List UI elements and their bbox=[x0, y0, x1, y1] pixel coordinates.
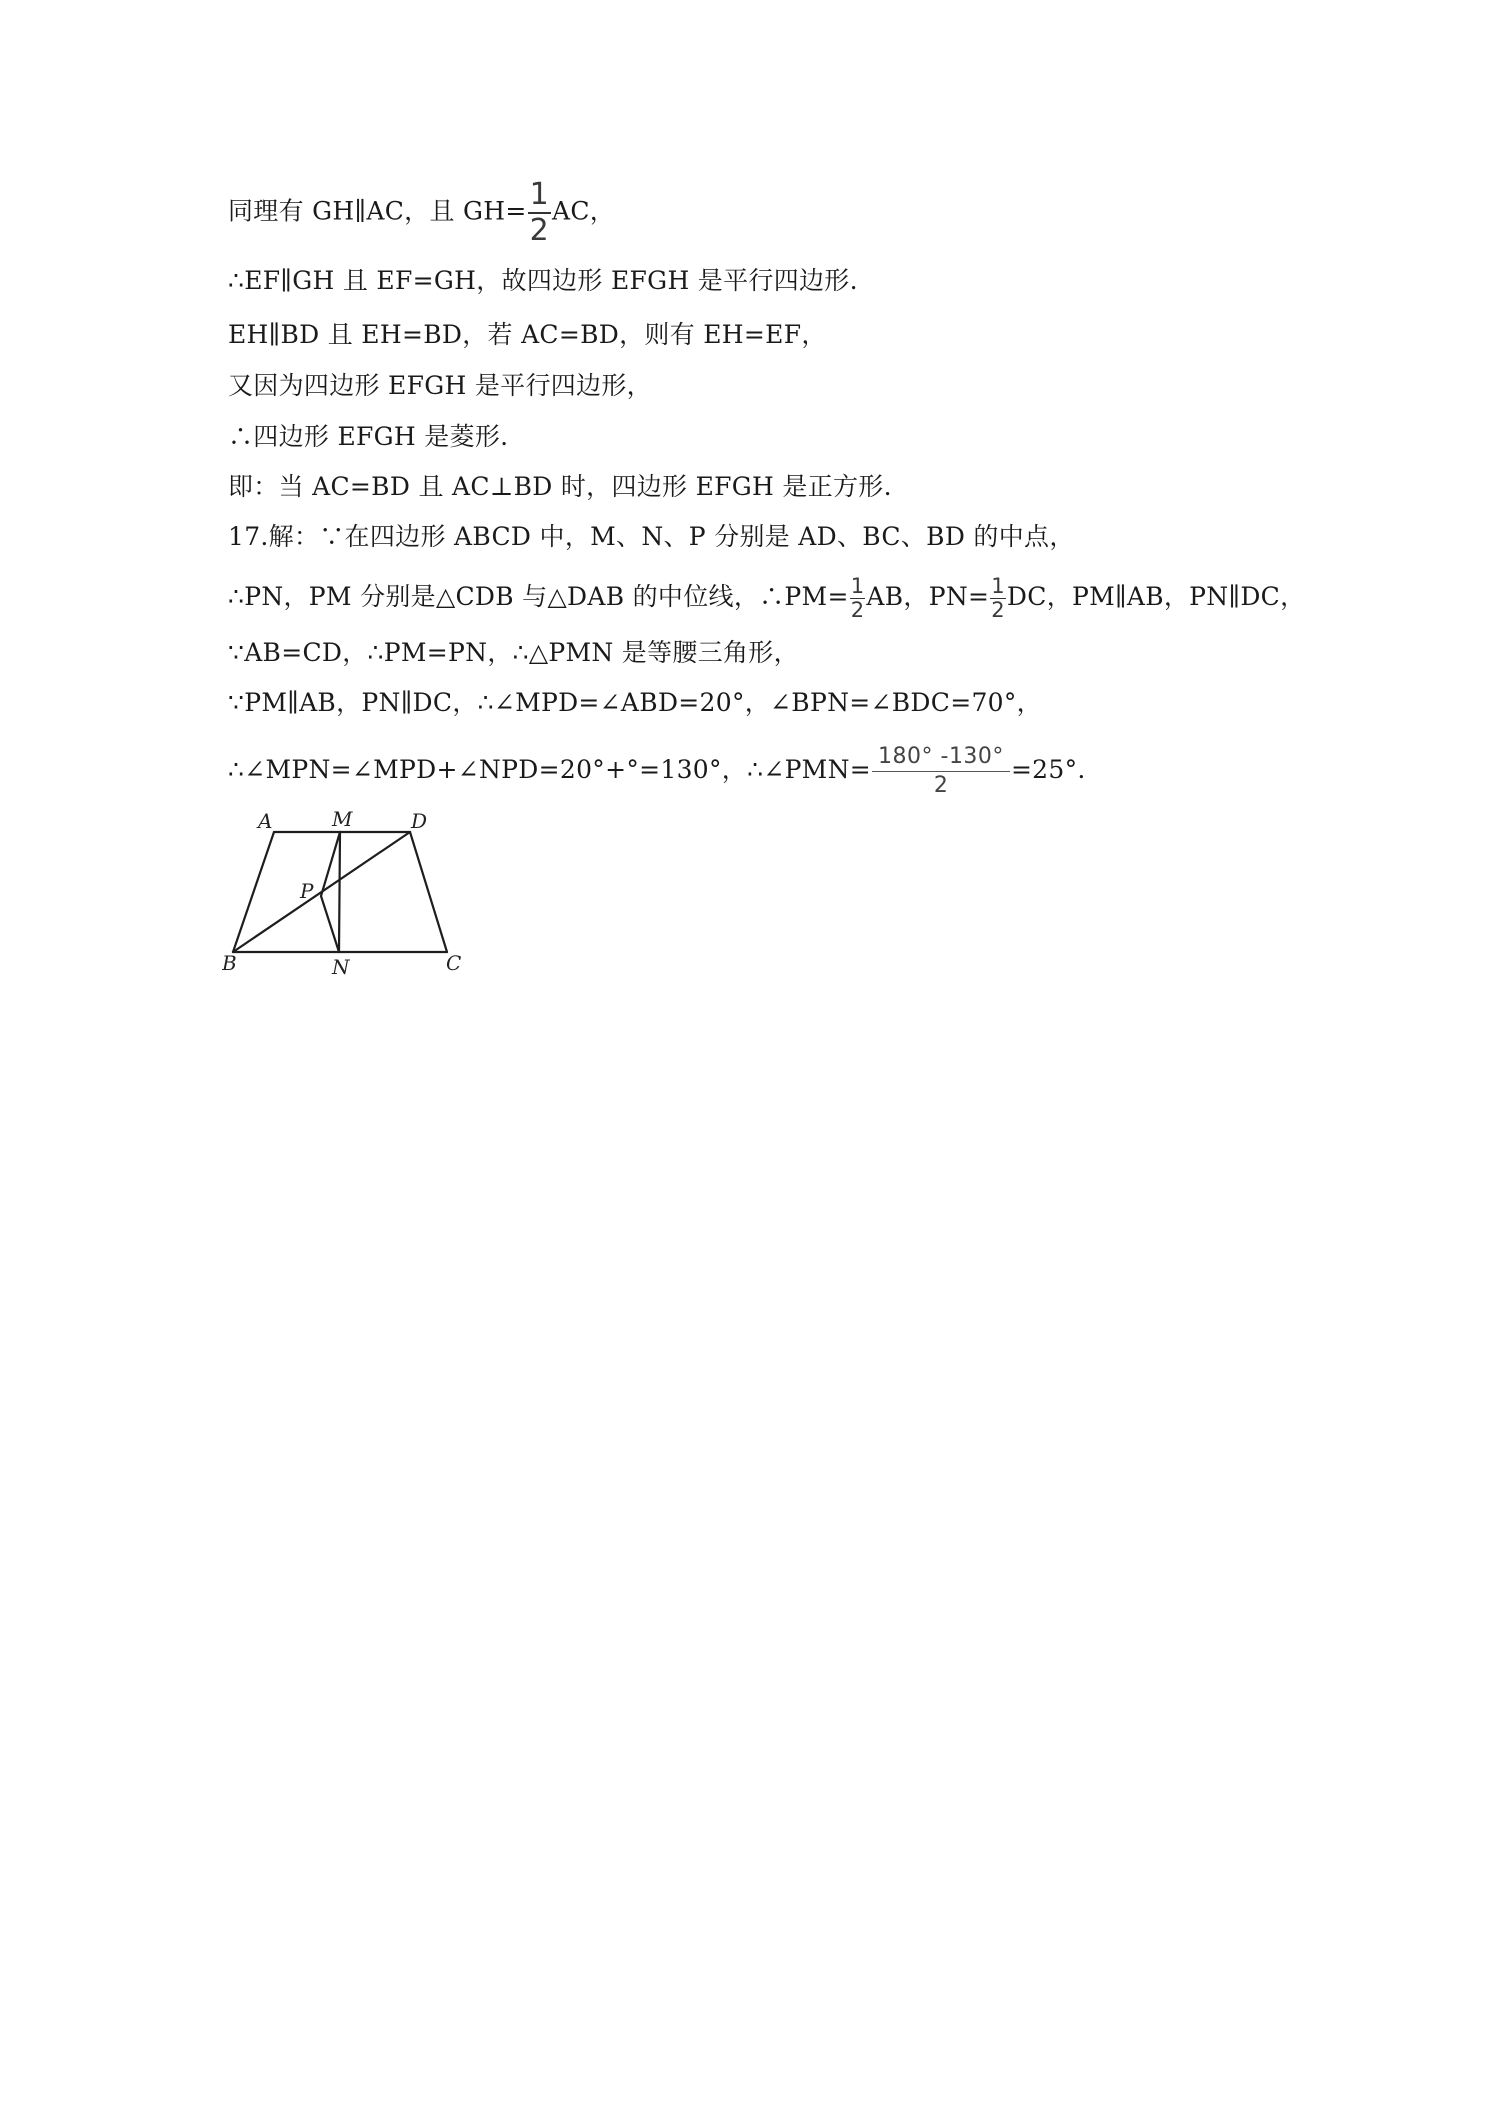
fraction-one-half bbox=[528, 177, 551, 248]
fraction-numerator: 1 bbox=[529, 177, 550, 212]
fraction-one-half bbox=[850, 576, 866, 621]
text-line-4: 又因为四边形 EFGH 是平行四边形， bbox=[228, 371, 652, 400]
line-8-text-c: DC，PM∥AB，PN∥DC， bbox=[1006, 582, 1306, 611]
line-1-text-b: AC， bbox=[552, 196, 616, 226]
line-8-text-b: AB，PN= bbox=[866, 582, 990, 611]
label-N: N bbox=[332, 955, 350, 978]
text-line-3: EH∥BD 且 EH=BD，若 AC=BD，则有 EH=EF， bbox=[228, 320, 827, 349]
fraction-denominator: 2 bbox=[933, 773, 949, 798]
line-1-text-a: 同理有 GH∥AC，且 GH= bbox=[228, 196, 527, 226]
label-B: B bbox=[222, 951, 237, 975]
segment-DC bbox=[410, 832, 447, 952]
fraction-numerator: 1 bbox=[850, 574, 865, 598]
fraction-denominator: 2 bbox=[529, 213, 550, 248]
segment-PN bbox=[321, 896, 339, 952]
fraction-numerator: 1 bbox=[991, 574, 1005, 598]
label-C: C bbox=[446, 951, 462, 975]
geometry-figure-trapezoid bbox=[222, 808, 472, 978]
text-line-8 bbox=[228, 576, 1305, 621]
line-8-text-a: ∴PN，PM 分别是△CDB 与△DAB 的中位线，∴PM= bbox=[228, 582, 849, 611]
segment-AB bbox=[233, 832, 274, 952]
label-D: D bbox=[411, 809, 428, 833]
fraction-numerator: 180° -130° bbox=[872, 746, 1010, 772]
text-line-5: ∴四边形 EFGH 是菱形. bbox=[228, 422, 509, 451]
label-P: P bbox=[300, 879, 314, 903]
fraction-denominator: 2 bbox=[991, 598, 1005, 622]
label-M: M bbox=[332, 808, 353, 831]
fraction-one-half bbox=[990, 576, 1006, 621]
label-A: A bbox=[258, 809, 273, 833]
segment-MN bbox=[339, 832, 340, 952]
line-11-text-b: =25°. bbox=[1010, 755, 1086, 784]
figure-svg bbox=[222, 808, 472, 978]
fraction-angle-expression bbox=[872, 746, 1010, 797]
text-line-1 bbox=[228, 177, 616, 248]
text-line-10: ∵PM∥AB，PN∥DC，∴∠MPD=∠ABD=20°，∠BPN=∠BDC=70°， bbox=[228, 688, 1042, 717]
text-line-11 bbox=[228, 746, 1086, 797]
text-line-7: 17.解：∵在四边形 ABCD 中，M、N、P 分别是 AD、BC、BD 的中点， bbox=[228, 522, 1075, 551]
line-11-text-a: ∴∠MPN=∠MPD+∠NPD=20°+°=130°，∴∠PMN= bbox=[228, 755, 872, 784]
text-line-9: ∵AB=CD，∴PM=PN，∴△PMN 是等腰三角形， bbox=[228, 638, 799, 667]
text-line-6: 即：当 AC=BD 且 AC⊥BD 时，四边形 EFGH 是正方形. bbox=[228, 472, 892, 501]
fraction-denominator: 2 bbox=[850, 598, 865, 622]
text-line-2: ∴EF∥GH 且 EF=GH，故四边形 EFGH 是平行四边形. bbox=[228, 266, 858, 295]
